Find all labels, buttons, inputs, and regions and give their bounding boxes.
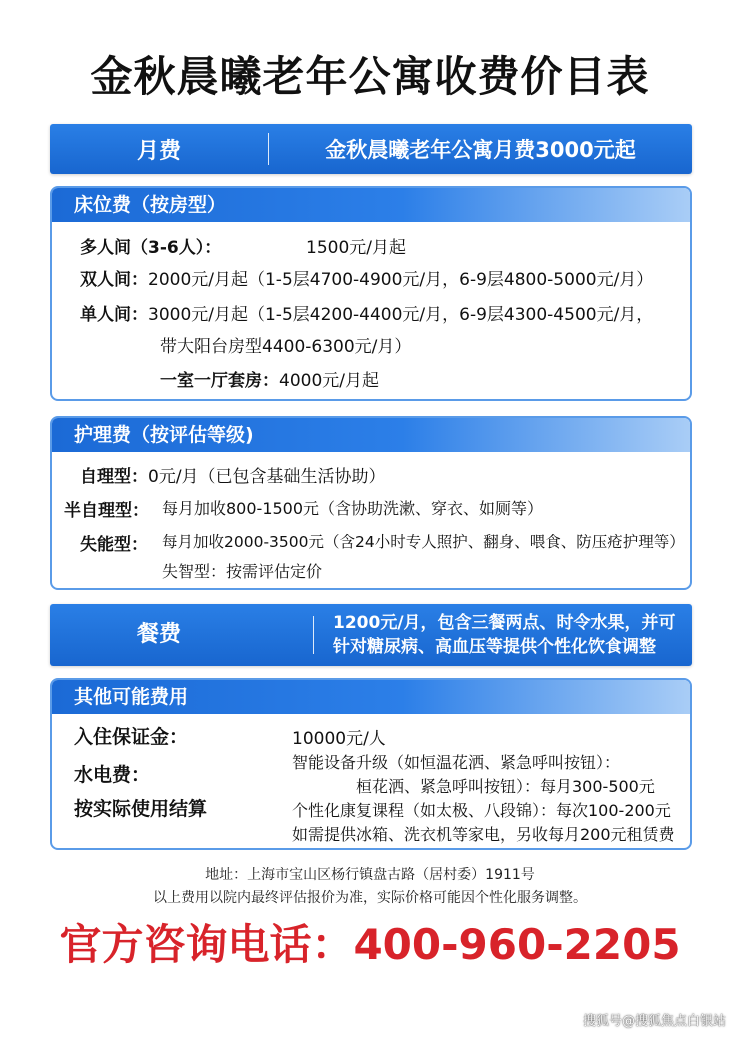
multi-room-row xyxy=(80,233,221,258)
double-room-row xyxy=(80,265,653,290)
address-line: 地址：上海市宝山区杨行镇盘古路（居村委）1911号 xyxy=(205,867,535,883)
self-care-row xyxy=(80,462,386,487)
deposit-value: 10000元/人 xyxy=(292,729,386,749)
single-room-value-2: 带大阳台房型4400-6300元/月） xyxy=(160,337,412,357)
monthly-fee-text: 金秋晨曦老年公寓月费3000元起 xyxy=(325,138,636,162)
self-care-label: 自理型： xyxy=(80,467,148,487)
source-watermark: 搜狐号@搜狐焦点白银站 xyxy=(582,1014,726,1029)
divider xyxy=(313,616,314,654)
deposit-label-text: 入住保证金： xyxy=(74,726,189,748)
monthly-fee-label: 月费 xyxy=(136,138,181,164)
suite-label: 一室一厅套房： xyxy=(160,371,279,391)
disabled-care-row xyxy=(80,530,148,555)
other-fee-card xyxy=(50,678,692,850)
dementia-care-row xyxy=(162,559,322,582)
disabled-care-label: 失能型： xyxy=(80,535,148,555)
multi-room-label: 多人间（3-6人）： xyxy=(80,238,222,258)
deposit-label xyxy=(74,722,188,749)
suite-row xyxy=(160,366,379,391)
meal-fee-label: 餐费 xyxy=(136,622,181,647)
bed-fee-header: 床位费（按房型） xyxy=(52,188,690,222)
monthly-fee-bar xyxy=(50,124,692,174)
other-fee-header: 其他可能费用 xyxy=(52,680,690,714)
dementia-care-label: 失智型： xyxy=(162,562,227,581)
rehab-line: 个性化康复课程（如太极、八段锦）：每次100-200元 xyxy=(292,801,671,820)
disclaimer-line: 以上费用以院内最终评估报价为准，实际价格可能因个性化服务调整。 xyxy=(153,890,587,906)
care-fee-header: 护理费（按评估等级) xyxy=(52,418,690,452)
bed-fee-card xyxy=(50,186,692,401)
appliance-line: 如需提供冰箱、洗衣机等家电，另收每月200元租赁费 xyxy=(292,825,675,844)
utility-label xyxy=(74,760,150,787)
actual-usage-label-text: 按实际使用结算 xyxy=(74,798,208,820)
utility-label-text: 水电费： xyxy=(74,764,151,786)
semi-care-label: 半自理型： xyxy=(64,501,149,521)
care-fee-card xyxy=(50,416,692,590)
self-care-value: 0元/月（已包含基础生活协助） xyxy=(148,467,386,487)
dementia-care-value: 按需评估定价 xyxy=(226,562,323,581)
suite-value: 4000元/月起 xyxy=(279,371,379,391)
upgrade-line-1: 智能设备升级（如恒温花洒、紧急呼叫按钮）： xyxy=(292,753,621,772)
single-room-label: 单人间： xyxy=(80,305,148,325)
double-room-label: 双人间： xyxy=(80,270,148,290)
multi-room-value: 1500元/月起 xyxy=(306,238,406,258)
double-room-value: 2000元/月起（1-5层4700-4900元/月，6-9层4800-5000元/月） xyxy=(148,270,654,290)
meal-fee-text: 1200元/月，包含三餐两点、时令水果，并可针对糖尿病、高血压等提供个性化饮食调整 xyxy=(333,613,676,657)
single-room-row xyxy=(80,300,653,325)
semi-care-value: 每月加收800-1500元（含协助洗漱、穿衣、如厕等） xyxy=(162,499,544,518)
actual-usage-label xyxy=(74,794,207,821)
semi-care-row xyxy=(64,496,149,521)
page-title: 金秋晨曦老年公寓收费价目表 xyxy=(90,52,650,101)
meal-fee-bar xyxy=(50,604,692,666)
disabled-care-value: 每月加收2000-3500元（含24小时专人照护、翻身、喂食、防压疮护理等） xyxy=(162,533,685,551)
upgrade-line-2: 桓花洒、紧急呼叫按钮）：每月300-500元 xyxy=(356,777,655,796)
single-room-value: 3000元/月起（1-5层4200-4400元/月，6-9层4300-4500元/月， xyxy=(148,305,654,325)
consult-phone: 官方咨询电话：400-960-2205 xyxy=(59,920,681,969)
